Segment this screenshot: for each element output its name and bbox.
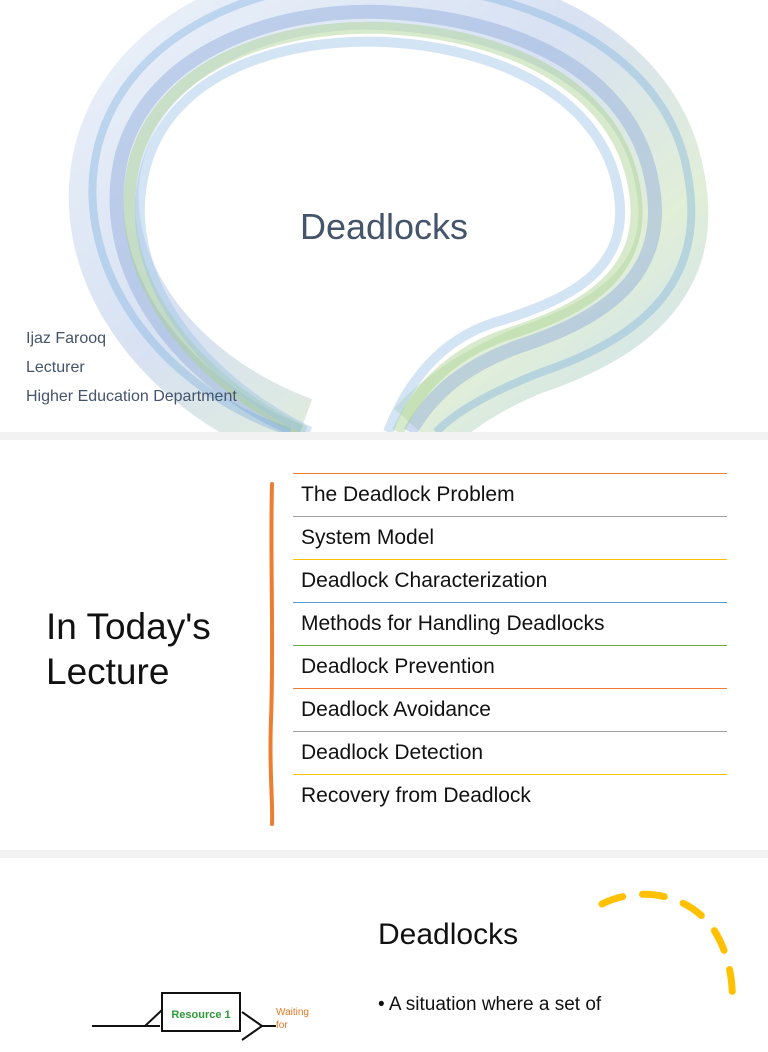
deadlocks-slide (0, 858, 768, 1031)
agenda-item: Deadlock Characterization (293, 559, 727, 602)
agenda-list (293, 473, 727, 817)
slide-divider (0, 432, 768, 440)
author-name: Ijaz Farooq (26, 330, 107, 347)
author-department: Higher Education Department (26, 388, 237, 405)
lecture-title-line-1: In Today's (46, 606, 211, 647)
bullet-text: • A situation where a set of (378, 994, 602, 1015)
agenda-item: Recovery from Deadlock (293, 774, 727, 817)
resource-box: Resource 1 (161, 992, 241, 1032)
waiting-label-line-1: Waiting (276, 1007, 309, 1018)
orange-divider-stroke (266, 480, 278, 830)
slide-title: Deadlocks (378, 918, 519, 951)
author-role: Lecturer (26, 359, 85, 376)
agenda-item: Methods for Handling Deadlocks (293, 602, 727, 645)
agenda-slide (0, 440, 768, 850)
lecture-title (46, 604, 211, 694)
slide-title: Deadlocks (299, 206, 469, 247)
waiting-label (276, 1006, 309, 1032)
agenda-item: System Model (293, 516, 727, 559)
agenda-item: Deadlock Prevention (293, 645, 727, 688)
agenda-item: Deadlock Detection (293, 731, 727, 774)
agenda-item: The Deadlock Problem (293, 473, 727, 516)
agenda-item: Deadlock Avoidance (293, 688, 727, 731)
waiting-label-line-2: for (276, 1020, 288, 1031)
lecture-title-line-2: Lecture (46, 651, 170, 692)
slide-divider (0, 850, 768, 858)
title-slide (0, 0, 768, 432)
